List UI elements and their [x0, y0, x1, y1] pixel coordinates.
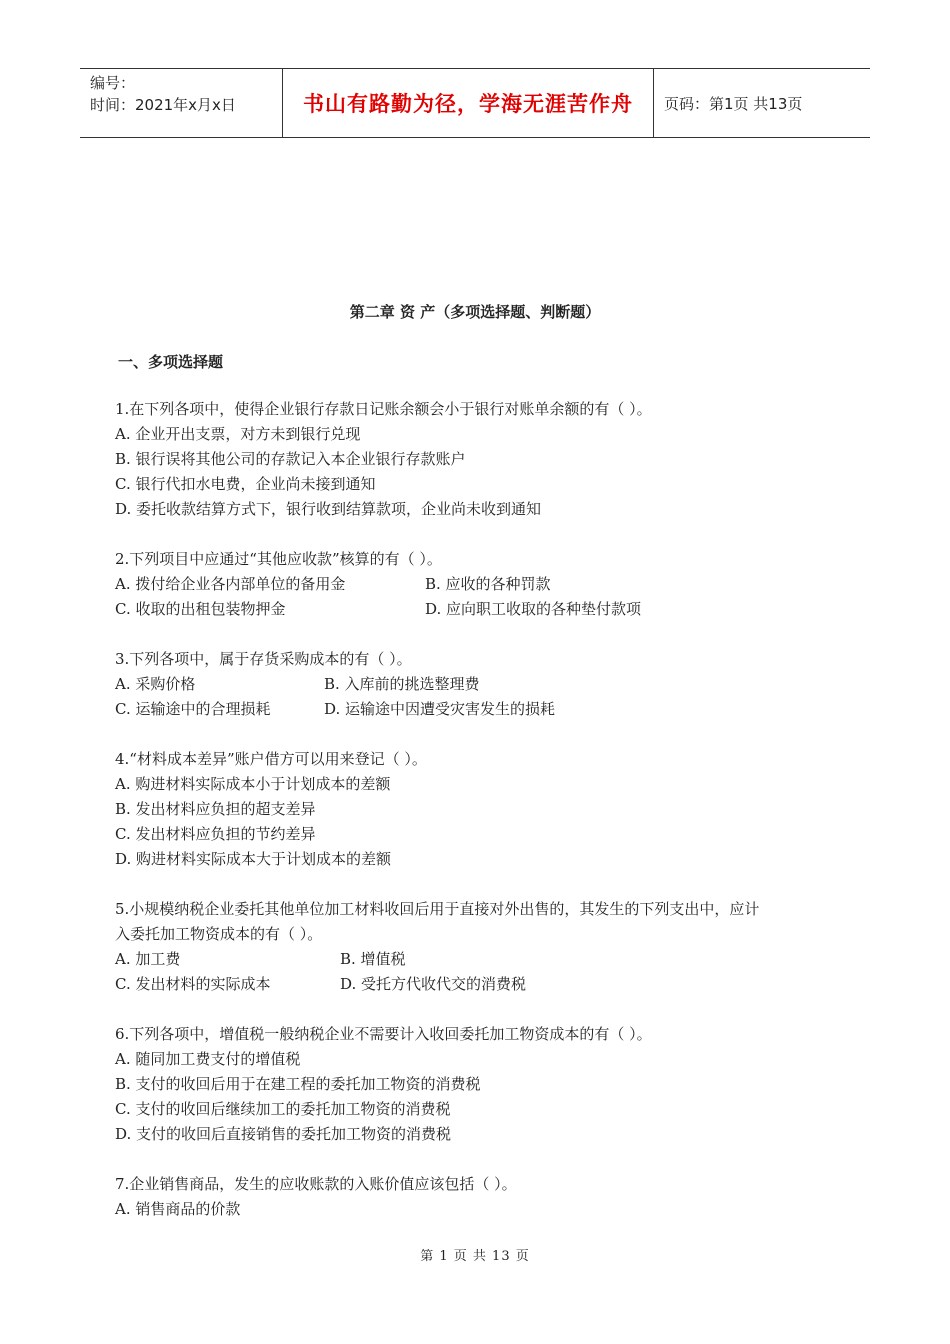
option-d: D. 支付的收回后直接销售的委托加工物资的消费税 — [115, 1125, 452, 1143]
option-d: D. 应向职工收取的各种垫付款项 — [425, 600, 642, 618]
question-stem: 3.下列各项中，属于存货采购成本的有（ ）。 — [115, 650, 412, 668]
header-right — [654, 69, 870, 137]
option-d: D. 运输途中因遭受灾害发生的损耗 — [324, 700, 556, 718]
option-d: D. 委托收款结算方式下，银行收到结算款项，企业尚未收到通知 — [115, 500, 542, 518]
option-c: C. 收取的出租包装物押金 — [115, 600, 286, 618]
question-1 — [115, 397, 855, 522]
option-a: A. 企业开出支票，对方未到银行兑现 — [115, 425, 361, 443]
option-c: C. 发出材料应负担的节约差异 — [115, 825, 316, 843]
option-c: C. 支付的收回后继续加工的委托加工物资的消费税 — [115, 1100, 451, 1118]
option-row — [115, 672, 855, 697]
question-stem: 6.下列各项中，增值税一般纳税企业不需要计入收回委托加工物资成本的有（ ）。 — [115, 1025, 652, 1043]
option-b: B. 支付的收回后用于在建工程的委托加工物资的消费税 — [115, 1075, 481, 1093]
option-row — [115, 947, 855, 972]
option-d: D. 购进材料实际成本大于计划成本的差额 — [115, 850, 392, 868]
question-stem: 4.“材料成本差异”账户借方可以用来登记（ ）。 — [115, 750, 427, 768]
option-a: A. 随同加工费支付的增值税 — [115, 1050, 301, 1068]
option-b: B. 增值税 — [340, 950, 406, 968]
option-a: A. 购进材料实际成本小于计划成本的差额 — [115, 775, 391, 793]
time-label: 时间：2021年x月x日 — [90, 96, 236, 114]
option-d: D. 受托方代收代交的消费税 — [340, 975, 527, 993]
option-a: A. 采购价格 — [115, 675, 196, 693]
option-row — [115, 972, 855, 997]
option-c: C. 银行代扣水电费，企业尚未接到通知 — [115, 475, 376, 493]
option-a: A. 拨付给企业各内部单位的备用金 — [115, 575, 346, 593]
option-a: A. 销售商品的价款 — [115, 1200, 241, 1218]
option-row — [115, 572, 855, 597]
question-5 — [115, 897, 855, 997]
option-b: B. 发出材料应负担的超支差异 — [115, 800, 316, 818]
page-header — [80, 68, 870, 138]
question-stem: 1.在下列各项中，使得企业银行存款日记账余额会小于银行对账单余额的有（ ）。 — [115, 400, 652, 418]
question-list — [115, 397, 855, 1247]
question-7 — [115, 1172, 855, 1222]
number-label: 编号： — [90, 74, 136, 92]
question-stem: 7.企业销售商品，发生的应收账款的入账价值应该包括（ ）。 — [115, 1175, 517, 1193]
chapter-title: 第二章 资 产（多项选择题、判断题） — [349, 303, 601, 321]
option-b: B. 银行误将其他公司的存款记入本企业银行存款账户 — [115, 450, 466, 468]
question-stem: 5.小规模纳税企业委托其他单位加工材料收回后用于直接对外出售的，其发生的下列支出中，应计 — [115, 900, 760, 918]
question-2 — [115, 547, 855, 622]
page-label: 页码：第1页 共13页 — [664, 94, 803, 113]
question-stem: 2.下列项目中应通过“其他应收款”核算的有（ ）。 — [115, 550, 442, 568]
motto: 书山有路勤为径，学海无涯苦作舟 — [303, 92, 633, 116]
question-6 — [115, 1022, 855, 1147]
header-middle — [282, 69, 654, 137]
page-footer: 第 1 页 共 13 页 — [420, 1249, 530, 1264]
question-stem-continued: 入委托加工物资成本的有（ ）。 — [115, 925, 323, 943]
option-row — [115, 597, 855, 622]
question-3 — [115, 647, 855, 722]
option-b: B. 入库前的挑选整理费 — [324, 675, 480, 693]
header-left — [80, 69, 282, 137]
option-a: A. 加工费 — [115, 950, 181, 968]
option-c: C. 运输途中的合理损耗 — [115, 700, 271, 718]
question-4 — [115, 747, 855, 872]
section-heading: 一、多项选择题 — [118, 353, 224, 371]
option-b: B. 应收的各种罚款 — [425, 575, 551, 593]
option-c: C. 发出材料的实际成本 — [115, 975, 271, 993]
option-row — [115, 697, 855, 722]
